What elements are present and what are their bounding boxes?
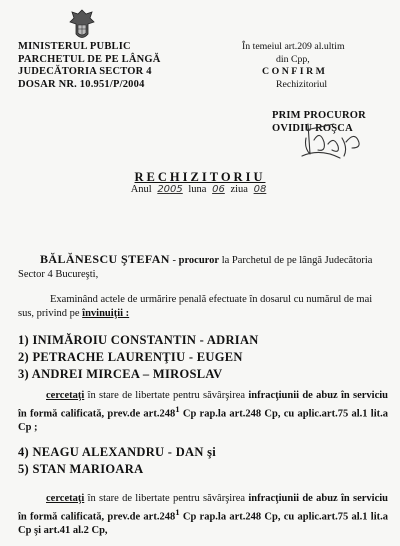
accused-item: 4) NEAGU ALEXANDRU - DAN şi: [18, 445, 217, 459]
legal-basis-line-2: din Cpp,: [276, 53, 310, 65]
prosecutor-paragraph: [18, 252, 388, 282]
case-number: DOSAR NR. 10.951/P/2004: [18, 78, 145, 90]
charge-articles: Cp rap.la art.248 Cp, cu aplic.art.75 al.1 lit.a Cp ;: [18, 408, 388, 433]
confirmation-block: [242, 41, 392, 91]
charge-superscript: 1: [175, 403, 180, 414]
charge-paragraph-1: [18, 389, 388, 434]
charge-offense: infracţiunii de abuz în serviciu în formă calificată, prev.de art.248: [18, 390, 389, 419]
charge-text: în stare de libertate pentru săvârşirea: [84, 390, 249, 401]
day-label: ziua: [230, 184, 248, 195]
header-line-2: PARCHETUL DE PE LÂNGĂ: [18, 53, 161, 65]
charge-keyword: cercetaţi: [46, 493, 85, 504]
year-value: 2005: [157, 184, 183, 195]
prosecutor-name: BĂLĂNESCU ŞTEFAN: [40, 252, 170, 266]
confirm-label: CONFIRM: [262, 66, 328, 77]
charge-paragraph-2: [18, 492, 388, 537]
document-title: RECHIZITORIU: [134, 170, 266, 184]
prosecutor-dash: -: [169, 255, 179, 266]
examination-text: Examinând actele de urmărire penală efectuate în dosarul cu numărul de mai sus, privind pe: [18, 294, 373, 319]
prosecutor-role: procuror: [178, 255, 220, 266]
prosecutor-office: la Parchetul de pe lângă Judecătoria Sector 4 Bucureşti,: [18, 255, 373, 280]
accused-label: învinuiţii :: [82, 308, 130, 319]
handwritten-signature: [300, 118, 370, 164]
institution-header: [18, 41, 228, 91]
charge-articles: Cp rap.la art.248 Cp, cu aplic.art.75 al.1 lit.a Cp şi art.41 al.2 Cp,: [18, 511, 388, 536]
accused-list-1: [18, 332, 259, 383]
prim-procuror-name: OVIDIU ROŞCA: [272, 122, 353, 134]
examination-paragraph: [18, 293, 388, 321]
charge-superscript: 1: [175, 506, 180, 517]
year-label: Anul: [130, 184, 152, 195]
day-value: 08: [253, 184, 267, 195]
prim-procuror-title: PRIM PROCUROR: [272, 110, 366, 121]
month-value: 06: [212, 184, 225, 195]
legal-basis-line-1: În temeiul art.209 al.ultim: [242, 41, 345, 52]
charge-offense: infracţiunii de abuz în serviciu în formă calificată, prev.de art.248: [18, 493, 389, 522]
header-line-3: JUDECĂTORIA SECTOR 4: [18, 66, 152, 77]
charge-text: în stare de libertate pentru săvârşirea: [84, 493, 249, 504]
accused-item: 2) PETRACHE LAURENŢIU - EUGEN: [18, 350, 243, 364]
month-label: luna: [188, 184, 207, 195]
coat-of-arms-icon: [68, 8, 96, 42]
accused-item: 5) STAN MARIOARA: [18, 462, 144, 476]
charge-keyword: cercetaţi: [46, 390, 85, 401]
header-line-1: MINISTERUL PUBLIC: [18, 41, 131, 52]
accused-item: 1) INIMĂROIU CONSTANTIN - ADRIAN: [18, 333, 259, 347]
accused-list-2: [18, 444, 216, 478]
document-date: [0, 184, 400, 195]
rechizitoriul-label: Rechizitoriul: [276, 78, 328, 90]
accused-item: 3) ANDREI MIRCEA – MIROSLAV: [18, 367, 223, 381]
